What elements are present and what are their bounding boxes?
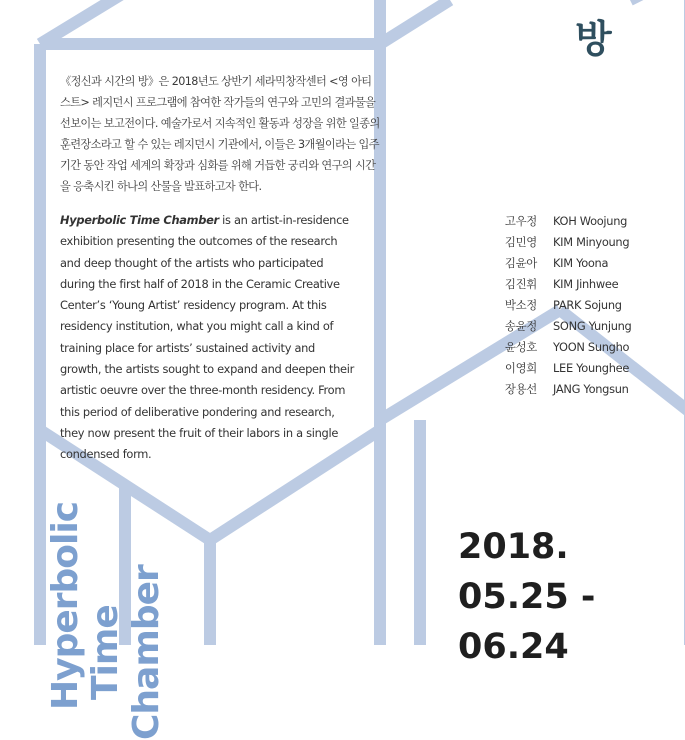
- artist-name-ko: 송윤정: [504, 319, 537, 333]
- english-intro-title: Hyperbolic Time Chamber: [60, 213, 219, 227]
- english-intro-body: is an artist-in-residence exhibition presenting the outcomes of the research and deep thought of the artists who participated during the first half of 2018 in the Ceramic Creative Center’s ‘Young Artist’ residency program. At this residency institution, what you might call a kind of training place for artists’ sustained activity and growth, the artists sought to expand and deepen their artistic oeuvre over the three-month residency. From this period of deliberative pondering and research, they now present the fruit of their labors in a single condensed form.: [60, 213, 354, 462]
- artist-row: [487, 253, 632, 274]
- artist-row: [487, 274, 632, 295]
- artist-name-ko: 이영희: [504, 361, 537, 375]
- artist-list: [487, 211, 632, 400]
- artist-name-en: SONG Yunjung: [553, 319, 632, 333]
- artist-name-ko: 고우정: [504, 214, 537, 228]
- vertical-title-chamber: Chamber: [126, 565, 167, 740]
- vertical-title-hyperbolic: Hyperbolic: [45, 501, 86, 710]
- artist-name-en: YOON Sungho: [553, 340, 630, 354]
- artist-name-ko: 김민영: [504, 235, 537, 249]
- artist-name-ko: 김윤아: [504, 256, 537, 270]
- artist-name-en: JANG Yongsun: [553, 382, 629, 396]
- english-intro-paragraph: [60, 210, 358, 466]
- line-top-right-diagonal-1: [380, 0, 450, 44]
- artist-row: [487, 295, 632, 316]
- vertical-title-time: Time: [85, 605, 126, 700]
- title-fragment-bang: 방: [575, 17, 613, 61]
- artist-name-en: KOH Woojung: [553, 214, 628, 228]
- artist-row: [487, 316, 632, 337]
- artist-name-en: PARK Sojung: [553, 298, 622, 312]
- artist-name-ko: 윤성호: [504, 340, 537, 354]
- korean-intro-paragraph: 《정신과 시간의 방》은 2018년도 상반기 세라믹창작센터 <영 아티스트> 레지던시 프로그램에 참여한 작가들의 연구와 고민의 결과물을 선보이는 보고전이다. 예술가로서 지속적인 활동과 성장을 위한 일종의 훈련장소라고 할 수 있는 레지던시 기관에서, 이들은 3개월이라는 입주기간 동안 작업 세계의 확장과 심화를 위해 거듭한 궁리와 연구의 시간을 응축시킨 하나의 산물을 발표하고자 한다.: [60, 75, 380, 193]
- artist-row: [487, 232, 632, 253]
- date-end: 06.24: [458, 627, 569, 667]
- exhibition-dates: [458, 522, 595, 672]
- artist-name-en: KIM Yoona: [553, 256, 609, 270]
- artist-name-ko: 김진휘: [504, 277, 537, 291]
- artist-row: [487, 358, 632, 379]
- line-top-left-diagonal: [40, 0, 145, 44]
- artist-row: [487, 211, 632, 232]
- artist-row: [487, 337, 632, 358]
- artist-name-ko: 장용선: [504, 382, 537, 396]
- artist-name-en: KIM Jinhwee: [553, 277, 619, 291]
- artist-row: [487, 379, 632, 400]
- artist-name-en: LEE Younghee: [553, 361, 630, 375]
- artist-name-en: KIM Minyoung: [553, 235, 630, 249]
- date-start: 05.25 -: [458, 577, 596, 617]
- date-year: 2018.: [458, 527, 569, 567]
- artist-name-ko: 박소정: [504, 298, 537, 312]
